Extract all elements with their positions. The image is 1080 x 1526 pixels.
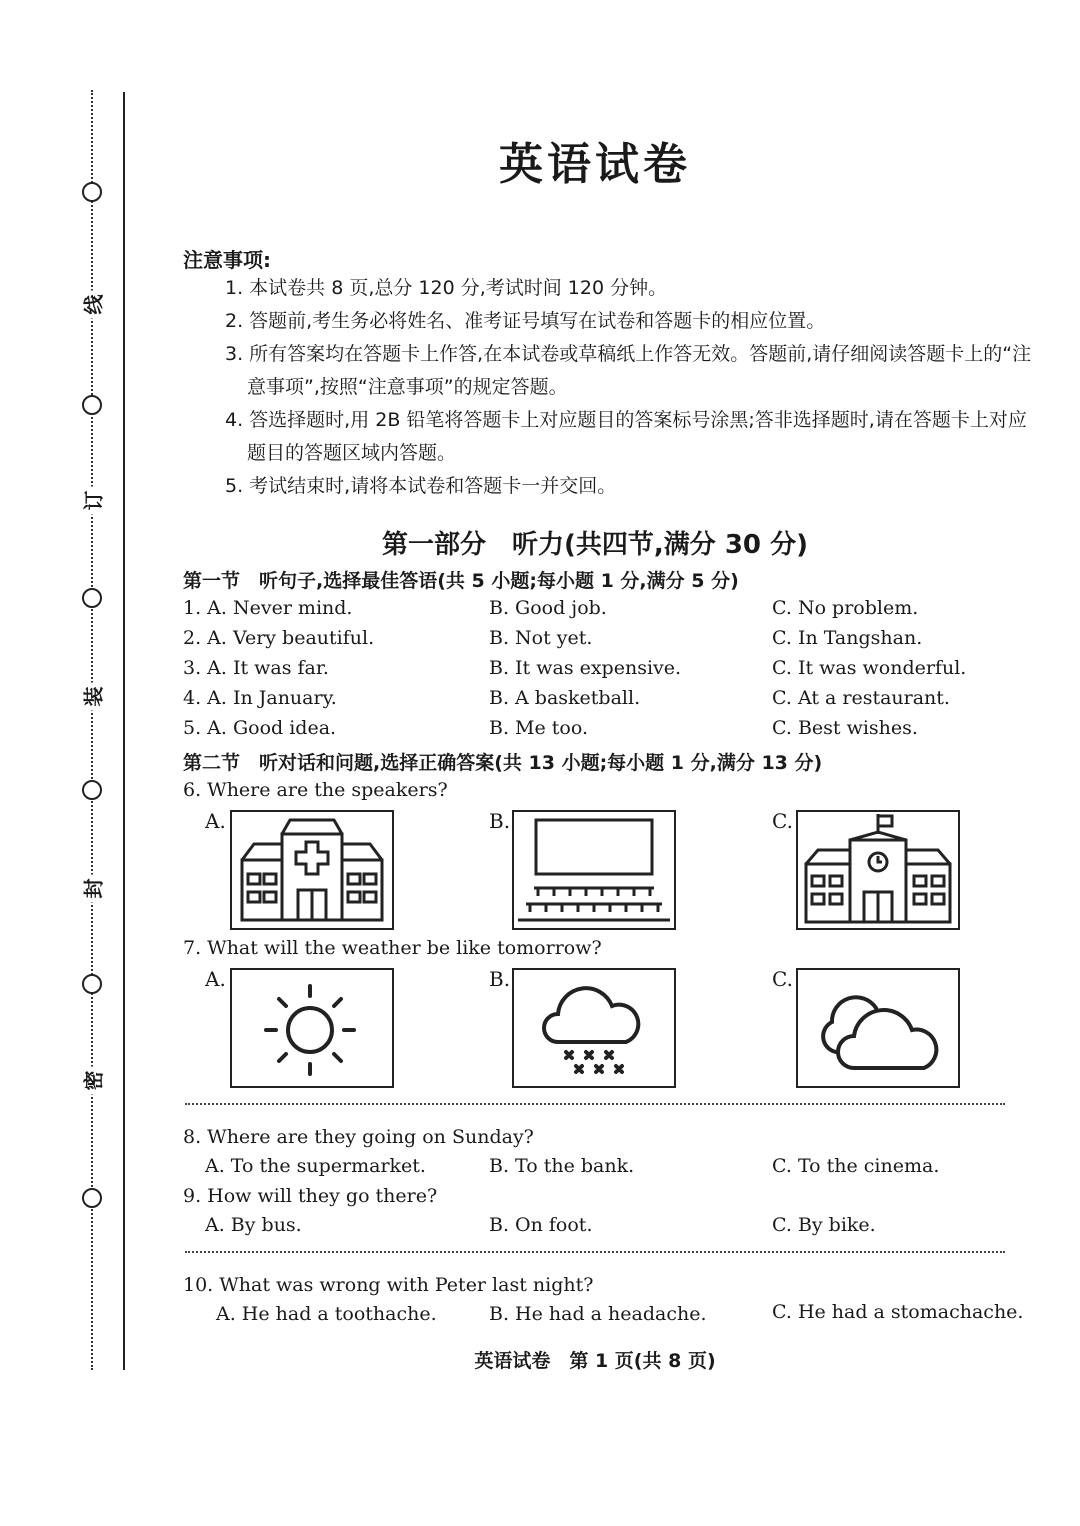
q7-stem: 7. What will the weather be like tomorrow? [183,937,602,959]
divider [185,1103,1005,1105]
q6-picture-a [230,810,394,930]
note-item: 3. 所有答案均在答题卡上作答,在本试卷或草稿纸上作答无效。答题前,请仔细阅读答题卡上的“注意事项”,按照“注意事项”的规定答题。 [225,343,1032,398]
page-title: 英语试卷 [499,139,691,190]
q9-option-b: B. On foot. [489,1214,593,1236]
margin-rule [123,92,125,1370]
seal-ring [82,780,102,800]
seal-char-mi: 密 [78,1067,107,1095]
q3-option-a: 3. A. It was far. [183,657,329,679]
cloudy-icon [798,970,958,1086]
q6-label-c: C. [772,809,793,833]
q6-stem: 6. Where are the speakers? [183,779,448,801]
hospital-icon [232,812,392,928]
q5-option-c: C. Best wishes. [772,717,918,739]
seal-char-ding: 订 [78,487,107,515]
section1-heading: 第一节 听句子,选择最佳答语(共 5 小题;每小题 1 分,满分 5 分) [183,570,739,592]
seal-ring [82,395,102,415]
q3-option-b: B. It was expensive. [489,657,682,679]
q10-stem: 10. What was wrong with Peter last night? [183,1274,594,1296]
q5-option-a: 5. A. Good idea. [183,717,337,739]
q7-picture-b [512,968,676,1088]
q10-option-c: C. He had a stomachache. [772,1301,1024,1323]
seal-char-xian: 线 [78,291,107,319]
q10-option-a: A. He had a toothache. [216,1303,437,1325]
section2-heading: 第二节 听对话和问题,选择正确答案(共 13 小题;每小题 1 分,满分 13 分) [183,752,823,774]
seal-ring [82,182,102,202]
q3-option-c: C. It was wonderful. [772,657,967,679]
q8-option-b: B. To the bank. [489,1155,635,1177]
page-footer: 英语试卷 第 1 页(共 8 页) [474,1350,716,1372]
q10-option-b: B. He had a headache. [489,1303,707,1325]
q8-option-c: C. To the cinema. [772,1155,940,1177]
q8-stem: 8. Where are they going on Sunday? [183,1126,534,1148]
note-item: 1. 本试卷共 8 页,总分 120 分,考试时间 120 分钟。 [225,277,668,299]
seal-ring [82,974,102,994]
q1-option-c: C. No problem. [772,597,919,619]
note-item: 4. 答选择题时,用 2B 铅笔将答题卡上对应题目的答案标号涂黑;答非选择题时,请在答题卡上对应题目的答题区域内答题。 [225,409,1027,464]
q9-option-c: C. By bike. [772,1214,876,1236]
q4-option-b: B. A basketball. [489,687,641,709]
q6-picture-b [512,810,676,930]
q9-option-a: A. By bus. [205,1214,302,1236]
q6-label-a: A. [205,809,226,833]
q2-option-c: C. In Tangshan. [772,627,923,649]
seal-char-feng: 封 [78,875,107,903]
q7-label-c: C. [772,967,793,991]
divider [185,1251,1005,1253]
q1-option-b: B. Good job. [489,597,607,619]
part1-heading: 第一部分 听力(共四节,满分 30 分) [382,530,808,560]
note-item: 5. 考试结束时,请将本试卷和答题卡一并交回。 [225,475,617,497]
q1-option-a: 1. A. Never mind. [183,597,353,619]
seal-char-zhuang: 装 [78,683,107,711]
q7-picture-c [796,968,960,1088]
q8-option-a: A. To the supermarket. [205,1155,426,1177]
q4-option-a: 4. A. In January. [183,687,337,709]
q2-option-b: B. Not yet. [489,627,593,649]
snowy-icon [514,970,674,1086]
notes-heading: 注意事项: [183,248,271,272]
seal-ring [82,588,102,608]
q2-option-a: 2. A. Very beautiful. [183,627,375,649]
q5-option-b: B. Me too. [489,717,588,739]
q6-picture-c [796,810,960,930]
q4-option-c: C. At a restaurant. [772,687,950,709]
q7-label-a: A. [205,967,226,991]
seal-ring [82,1188,102,1208]
school-icon [798,812,958,928]
cinema-icon [514,812,674,928]
sunny-icon [232,970,392,1086]
q6-label-b: B. [489,809,511,833]
q9-stem: 9. How will they go there? [183,1185,438,1207]
note-item: 2. 答题前,考生务必将姓名、准考证号填写在试卷和答题卡的相应位置。 [225,310,826,332]
binding-seal-line [72,90,112,1370]
q7-label-b: B. [489,967,511,991]
q7-picture-a [230,968,394,1088]
seal-dotted-line [91,90,93,1370]
